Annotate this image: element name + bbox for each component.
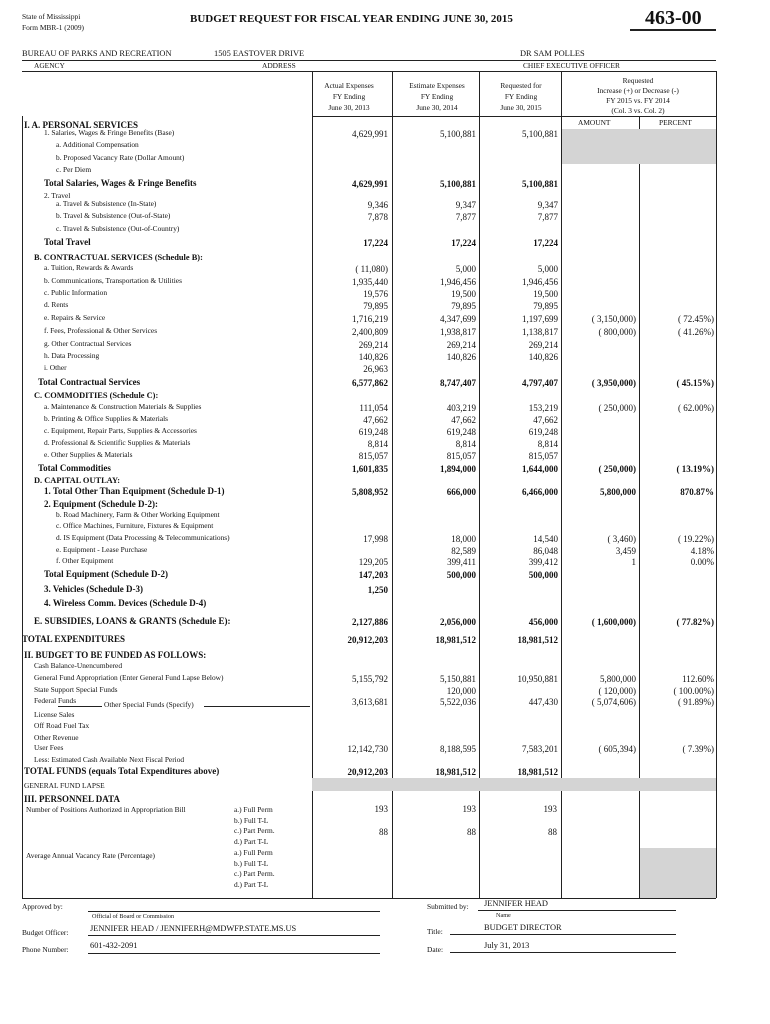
estimate-value: 5,522,036 xyxy=(440,697,476,707)
row-label: B. CONTRACTUAL SERVICES (Schedule B): xyxy=(34,253,203,262)
requested-value: 18,981,512 xyxy=(517,635,558,645)
estimate-value: 8,747,407 xyxy=(440,378,476,388)
row-label: III. PERSONNEL DATA xyxy=(24,794,120,804)
budget-officer-line xyxy=(88,935,380,936)
full-perm-estimate: 193 xyxy=(462,804,476,814)
change-percent: 112.60% xyxy=(682,674,714,684)
change-amount: 5,800,000 xyxy=(600,487,636,497)
row-label: Federal Funds xyxy=(34,696,77,705)
row-label: i. Other xyxy=(44,363,67,372)
phone-value: 601-432-2091 xyxy=(90,941,138,950)
requested-value: 86,048 xyxy=(533,546,558,556)
row-label: b. Road Machinery, Farm & Other Working Equipment xyxy=(56,510,220,519)
requested-value: 447,430 xyxy=(528,697,558,707)
personnel-subrow-label: d.) Part T-L xyxy=(234,879,269,889)
row-label: 1. Total Other Than Equipment (Schedule D-1) xyxy=(44,486,225,496)
row-label: TOTAL FUNDS (equals Total Expenditures above) xyxy=(24,766,220,776)
requested-value: 619,248 xyxy=(528,427,558,437)
form-label: Form MBR-1 (2009) xyxy=(22,23,85,32)
estimate-value: 2,056,000 xyxy=(440,617,476,627)
positions-label: Number of Positions Authorized in Appropriation Bill xyxy=(26,805,186,814)
submitted-line xyxy=(478,910,676,911)
ceo-label: CHIEF EXECUTIVE OFFICER xyxy=(523,61,620,70)
special-funds-line xyxy=(204,706,310,707)
col-requested-header: Requested for FY Ending June 30, 2015 xyxy=(500,81,542,112)
estimate-value: 500,000 xyxy=(446,570,476,580)
row-label: User Fees xyxy=(34,743,64,752)
actual-value: 6,577,862 xyxy=(352,378,388,388)
budget-officer-value: JENNIFER HEAD / JENNIFERH@MDWFP.STATE.MS.US xyxy=(90,924,297,933)
estimate-value: 8,188,595 xyxy=(440,744,476,754)
estimate-value: 18,981,512 xyxy=(435,767,476,777)
full-perm-requested: 193 xyxy=(543,804,557,814)
row-label: b. Proposed Vacancy Rate (Dollar Amount) xyxy=(56,153,185,162)
row-label: c. Travel & Subsistence (Out-of-Country) xyxy=(56,224,180,233)
actual-value: 4,629,991 xyxy=(352,179,388,189)
date-line xyxy=(450,952,676,953)
estimate-value: 5,100,881 xyxy=(440,129,476,139)
requested-value: 18,981,512 xyxy=(517,767,558,777)
requested-value: 14,540 xyxy=(533,534,558,544)
actual-value: 129,205 xyxy=(358,557,388,567)
change-percent: 4.18% xyxy=(690,546,714,556)
full-perm-actual: 193 xyxy=(374,804,388,814)
row-label: Less: Estimated Cash Available Next Fiscal Period xyxy=(34,755,185,764)
change-percent: 870.87% xyxy=(680,487,714,497)
grid-bottom xyxy=(22,898,716,899)
estimate-value: 47,662 xyxy=(451,415,476,425)
estimate-value: 9,347 xyxy=(455,200,476,210)
estimate-value: 666,000 xyxy=(446,487,476,497)
row-label: Cash Balance-Unencumbered xyxy=(34,661,123,670)
estimate-value: 815,057 xyxy=(446,451,476,461)
row-label: e. Other Supplies & Materials xyxy=(44,450,133,459)
col-change-header: Requested Increase (+) or Decrease (-) FY 2015 vs. FY 2014 (Col. 3 vs. Col. 2) xyxy=(597,76,679,115)
actual-value: 2,400,809 xyxy=(352,327,388,337)
requested-value: 19,500 xyxy=(533,289,558,299)
requested-value: 7,877 xyxy=(537,212,558,222)
requested-value: 10,950,881 xyxy=(517,674,558,684)
change-amount: ( 120,000) xyxy=(598,686,636,696)
requested-value: 399,412 xyxy=(528,557,558,567)
actual-value: 2,127,886 xyxy=(352,617,388,627)
actual-value: 17,224 xyxy=(363,238,388,248)
row-label: d. IS Equipment (Data Processing & Telecommunications) xyxy=(56,533,230,542)
actual-value: 269,214 xyxy=(358,340,388,350)
budget-officer-label: Budget Officer: xyxy=(22,928,69,937)
actual-value: 8,814 xyxy=(367,439,388,449)
actual-value: 1,716,219 xyxy=(352,314,388,324)
title-value: BUDGET DIRECTOR xyxy=(484,923,562,932)
approved-label: Approved by: xyxy=(22,902,63,911)
actual-value: 111,054 xyxy=(359,403,388,413)
row-label: g. Other Contractual Services xyxy=(44,339,132,348)
requested-value: 9,347 xyxy=(537,200,558,210)
shade-lapse xyxy=(312,778,716,791)
shade-personal xyxy=(562,129,716,164)
row-label: a. Maintenance & Construction Materials & Supplies xyxy=(44,402,202,411)
estimate-value: 1,938,817 xyxy=(440,327,476,337)
estimate-value: 19,500 xyxy=(451,289,476,299)
change-amount: ( 250,000) xyxy=(598,403,636,413)
actual-value: 7,878 xyxy=(367,212,388,222)
row-label: e. Repairs & Service xyxy=(44,313,106,322)
phone-line xyxy=(88,953,380,954)
row-label: I. A. PERSONAL SERVICES xyxy=(24,120,138,130)
actual-value: 815,057 xyxy=(358,451,388,461)
row-label: d. Professional & Scientific Supplies & Materials xyxy=(44,438,191,447)
row-label: TOTAL EXPENDITURES xyxy=(22,634,125,644)
requested-value: 79,895 xyxy=(533,301,558,311)
estimate-value: 1,946,456 xyxy=(440,277,476,287)
row-label: General Fund Appropriation (Enter General Fund Lapse Below) xyxy=(34,673,224,682)
title-line xyxy=(450,934,676,935)
actual-value: 147,203 xyxy=(358,570,388,580)
change-amount: ( 605,394) xyxy=(598,744,636,754)
estimate-value: 1,894,000 xyxy=(440,464,476,474)
requested-value: 17,224 xyxy=(533,238,558,248)
special-funds-label: Other Special Funds (Specify) xyxy=(104,700,194,709)
personnel-subrow-label: a.) Full Perm xyxy=(234,847,273,857)
actual-value: 1,250 xyxy=(367,585,388,595)
actual-value: 5,808,952 xyxy=(352,487,388,497)
requested-value: 500,000 xyxy=(528,570,558,580)
actual-value: 140,826 xyxy=(358,352,388,362)
actual-value: 26,963 xyxy=(363,364,388,374)
date-label: Date: xyxy=(427,945,444,954)
requested-value: 47,662 xyxy=(533,415,558,425)
requested-value: 8,814 xyxy=(537,439,558,449)
row-label: f. Fees, Professional & Other Services xyxy=(44,326,158,335)
ceo-name: DR SAM POLLES xyxy=(520,49,585,58)
personnel-subrow-label: c.) Part Perm. xyxy=(234,869,275,879)
col-estimate-header: Estimate Expenses FY Ending June 30, 2014 xyxy=(409,81,465,112)
row-label: Total Contractual Services xyxy=(38,377,141,387)
actual-value: 3,613,681 xyxy=(352,697,388,707)
estimate-value: 18,000 xyxy=(451,534,476,544)
row-label: License Sales xyxy=(34,710,75,719)
change-percent: ( 72.45%) xyxy=(678,314,714,324)
estimate-value: 140,826 xyxy=(446,352,476,362)
row-label: GENERAL FUND LAPSE xyxy=(24,781,105,790)
actual-value: 12,142,730 xyxy=(347,744,388,754)
change-percent: ( 100.00%) xyxy=(673,686,714,696)
requested-value: 140,826 xyxy=(528,352,558,362)
estimate-value: 4,347,699 xyxy=(440,314,476,324)
row-label: State Support Special Funds xyxy=(34,685,118,694)
row-label: 2. Equipment (Schedule D-2): xyxy=(44,499,159,509)
row-label: c. Public Information xyxy=(44,288,108,297)
row-label: a. Travel & Subsistence (In-State) xyxy=(56,199,157,208)
agency-label: AGENCY xyxy=(34,61,65,70)
amount-header: AMOUNT xyxy=(578,118,611,127)
grid-left xyxy=(22,116,23,898)
change-amount: ( 3,460) xyxy=(607,534,636,544)
actual-value: 17,998 xyxy=(363,534,388,544)
grid-col-4 xyxy=(561,71,562,898)
actual-value: ( 11,080) xyxy=(355,264,388,274)
change-percent: ( 91.89%) xyxy=(678,697,714,707)
estimate-value: 619,248 xyxy=(446,427,476,437)
submitted-value: JENNIFER HEAD xyxy=(484,899,548,908)
grid-right xyxy=(716,71,717,898)
actual-value: 19,576 xyxy=(363,289,388,299)
row-label: h. Data Processing xyxy=(44,351,100,360)
row-label: E. SUBSIDIES, LOANS & GRANTS (Schedule E): xyxy=(34,616,231,626)
row-label: Total Commodities xyxy=(38,463,111,473)
change-percent: ( 7.39%) xyxy=(682,744,714,754)
row-label: 2. Travel xyxy=(44,191,71,200)
official-label: Official of Board or Commission xyxy=(92,913,175,920)
requested-value: 1,138,817 xyxy=(522,327,558,337)
phone-label: Phone Number: xyxy=(22,945,69,954)
row-label: c. Equipment, Repair Parts, Supplies & Accessories xyxy=(44,426,197,435)
requested-value: 456,000 xyxy=(528,617,558,627)
page-title: BUDGET REQUEST FOR FISCAL YEAR ENDING JUNE 30, 2015 xyxy=(190,13,513,25)
requested-value: 153,219 xyxy=(528,403,558,413)
requested-value: 6,466,000 xyxy=(522,487,558,497)
change-percent: ( 19.22%) xyxy=(678,534,714,544)
actual-value: 20,912,203 xyxy=(347,767,388,777)
requested-value: 5,100,881 xyxy=(522,129,558,139)
row-label: a. Additional Compensation xyxy=(56,140,139,149)
change-amount: ( 3,950,000) xyxy=(591,378,636,388)
row-label: Off Road Fuel Tax xyxy=(34,721,90,730)
personnel-subrow-label: b.) Full T-L xyxy=(234,858,269,868)
row-label: b. Travel & Subsistence (Out-of-State) xyxy=(56,211,171,220)
federal-funds-line xyxy=(58,706,102,707)
requested-value: 1,644,000 xyxy=(522,464,558,474)
requested-value: 7,583,201 xyxy=(522,744,558,754)
row-label: b. Communications, Transportation & Utilities xyxy=(44,276,182,285)
row-label: C. COMMODITIES (Schedule C): xyxy=(34,391,159,400)
actual-value: 619,248 xyxy=(358,427,388,437)
row-label: c. Office Machines, Furniture, Fixtures & Equipment xyxy=(56,521,214,530)
shade-vacancy xyxy=(640,848,716,898)
estimate-value: 5,100,881 xyxy=(440,179,476,189)
number-underline xyxy=(630,29,716,31)
change-amount: ( 5,074,606) xyxy=(591,697,636,707)
row-label: Other Revenue xyxy=(34,733,79,742)
row-label: II. BUDGET TO BE FUNDED AS FOLLOWS: xyxy=(24,650,207,660)
approved-line xyxy=(88,911,380,912)
header-rule-2 xyxy=(22,71,716,72)
change-amount: ( 250,000) xyxy=(598,464,636,474)
requested-value: 815,057 xyxy=(528,451,558,461)
estimate-value: 403,219 xyxy=(446,403,476,413)
change-percent: ( 62.00%) xyxy=(678,403,714,413)
grid-col-3 xyxy=(479,71,480,898)
row-label: d. Rents xyxy=(44,300,69,309)
estimate-value: 5,150,881 xyxy=(440,674,476,684)
estimate-value: 399,411 xyxy=(447,557,476,567)
estimate-value: 269,214 xyxy=(446,340,476,350)
personnel-subrow-label: c.) Part Perm. xyxy=(234,826,275,836)
change-amount: 1 xyxy=(631,557,636,567)
grid-top xyxy=(312,116,716,117)
actual-value: 4,629,991 xyxy=(352,129,388,139)
requested-value: 1,197,699 xyxy=(522,314,558,324)
estimate-value: 82,589 xyxy=(451,546,476,556)
change-percent: ( 41.26%) xyxy=(678,327,714,337)
name-label: Name xyxy=(496,912,511,919)
row-label: e. Equipment - Lease Purchase xyxy=(56,545,148,554)
actual-value: 9,346 xyxy=(367,200,388,210)
requested-value: 4,797,407 xyxy=(522,378,558,388)
row-label: Total Equipment (Schedule D-2) xyxy=(44,569,168,579)
personnel-subrow-label: b.) Full T-L xyxy=(234,815,269,825)
title-label: Title: xyxy=(427,927,443,936)
requested-value: 1,946,456 xyxy=(522,277,558,287)
part-perm-requested: 88 xyxy=(548,827,557,837)
grid-col-1 xyxy=(312,71,313,898)
actual-value: 79,895 xyxy=(363,301,388,311)
estimate-value: 18,981,512 xyxy=(435,635,476,645)
personnel-subrow-label: d.) Part T-L xyxy=(234,837,269,847)
form-number: 463-00 xyxy=(645,7,702,29)
row-label: 3. Vehicles (Schedule D-3) xyxy=(44,584,143,594)
estimate-value: 8,814 xyxy=(455,439,476,449)
row-label: a. Tuition, Rewards & Awards xyxy=(44,263,134,272)
actual-value: 20,912,203 xyxy=(347,635,388,645)
percent-header: PERCENT xyxy=(659,118,692,127)
estimate-value: 5,000 xyxy=(455,264,476,274)
estimate-value: 17,224 xyxy=(451,238,476,248)
part-perm-actual: 88 xyxy=(379,827,388,837)
estimate-value: 79,895 xyxy=(451,301,476,311)
requested-value: 269,214 xyxy=(528,340,558,350)
row-label: c. Per Diem xyxy=(56,165,92,174)
row-label: 1. Salaries, Wages & Fringe Benefits (Base) xyxy=(44,128,175,137)
col-actual-header: Actual Expenses FY Ending June 30, 2013 xyxy=(324,81,374,112)
row-label: Total Salaries, Wages & Fringe Benefits xyxy=(44,178,197,188)
state-label: State of Mississippi xyxy=(22,12,81,21)
actual-value: 1,601,835 xyxy=(352,464,388,474)
vacancy-label: Average Annual Vacancy Rate (Percentage) xyxy=(26,851,155,860)
agency-address: 1505 EASTOVER DRIVE xyxy=(214,49,305,58)
change-amount: ( 800,000) xyxy=(598,327,636,337)
grid-col-2 xyxy=(392,71,393,898)
row-label: 4. Wireless Comm. Devices (Schedule D-4) xyxy=(44,598,207,608)
change-percent: ( 45.15%) xyxy=(676,378,714,388)
actual-value: 47,662 xyxy=(363,415,388,425)
row-label: Total Travel xyxy=(44,237,91,247)
change-amount: 3,459 xyxy=(615,546,636,556)
change-percent: ( 77.82%) xyxy=(676,617,714,627)
estimate-value: 7,877 xyxy=(455,212,476,222)
agency-name: BUREAU OF PARKS AND RECREATION xyxy=(22,49,172,58)
part-perm-estimate: 88 xyxy=(467,827,476,837)
personnel-subrow-label: a.) Full Perm xyxy=(234,805,273,814)
address-label: ADDRESS xyxy=(262,61,296,70)
row-label: D. CAPITAL OUTLAY: xyxy=(34,476,121,485)
change-percent: ( 13.19%) xyxy=(676,464,714,474)
row-label: b. Printing & Office Supplies & Materials xyxy=(44,414,169,423)
requested-value: 5,000 xyxy=(537,264,558,274)
actual-value: 5,155,792 xyxy=(352,674,388,684)
date-value: July 31, 2013 xyxy=(484,941,530,950)
requested-value: 5,100,881 xyxy=(522,179,558,189)
change-amount: ( 1,600,000) xyxy=(591,617,636,627)
row-label: f. Other Equipment xyxy=(56,556,114,565)
submitted-label: Submitted by: xyxy=(427,902,469,911)
actual-value: 1,935,440 xyxy=(352,277,388,287)
change-percent: 0.00% xyxy=(690,557,714,567)
change-amount: ( 3,150,000) xyxy=(591,314,636,324)
estimate-value: 120,000 xyxy=(446,686,476,696)
change-amount: 5,800,000 xyxy=(600,674,636,684)
